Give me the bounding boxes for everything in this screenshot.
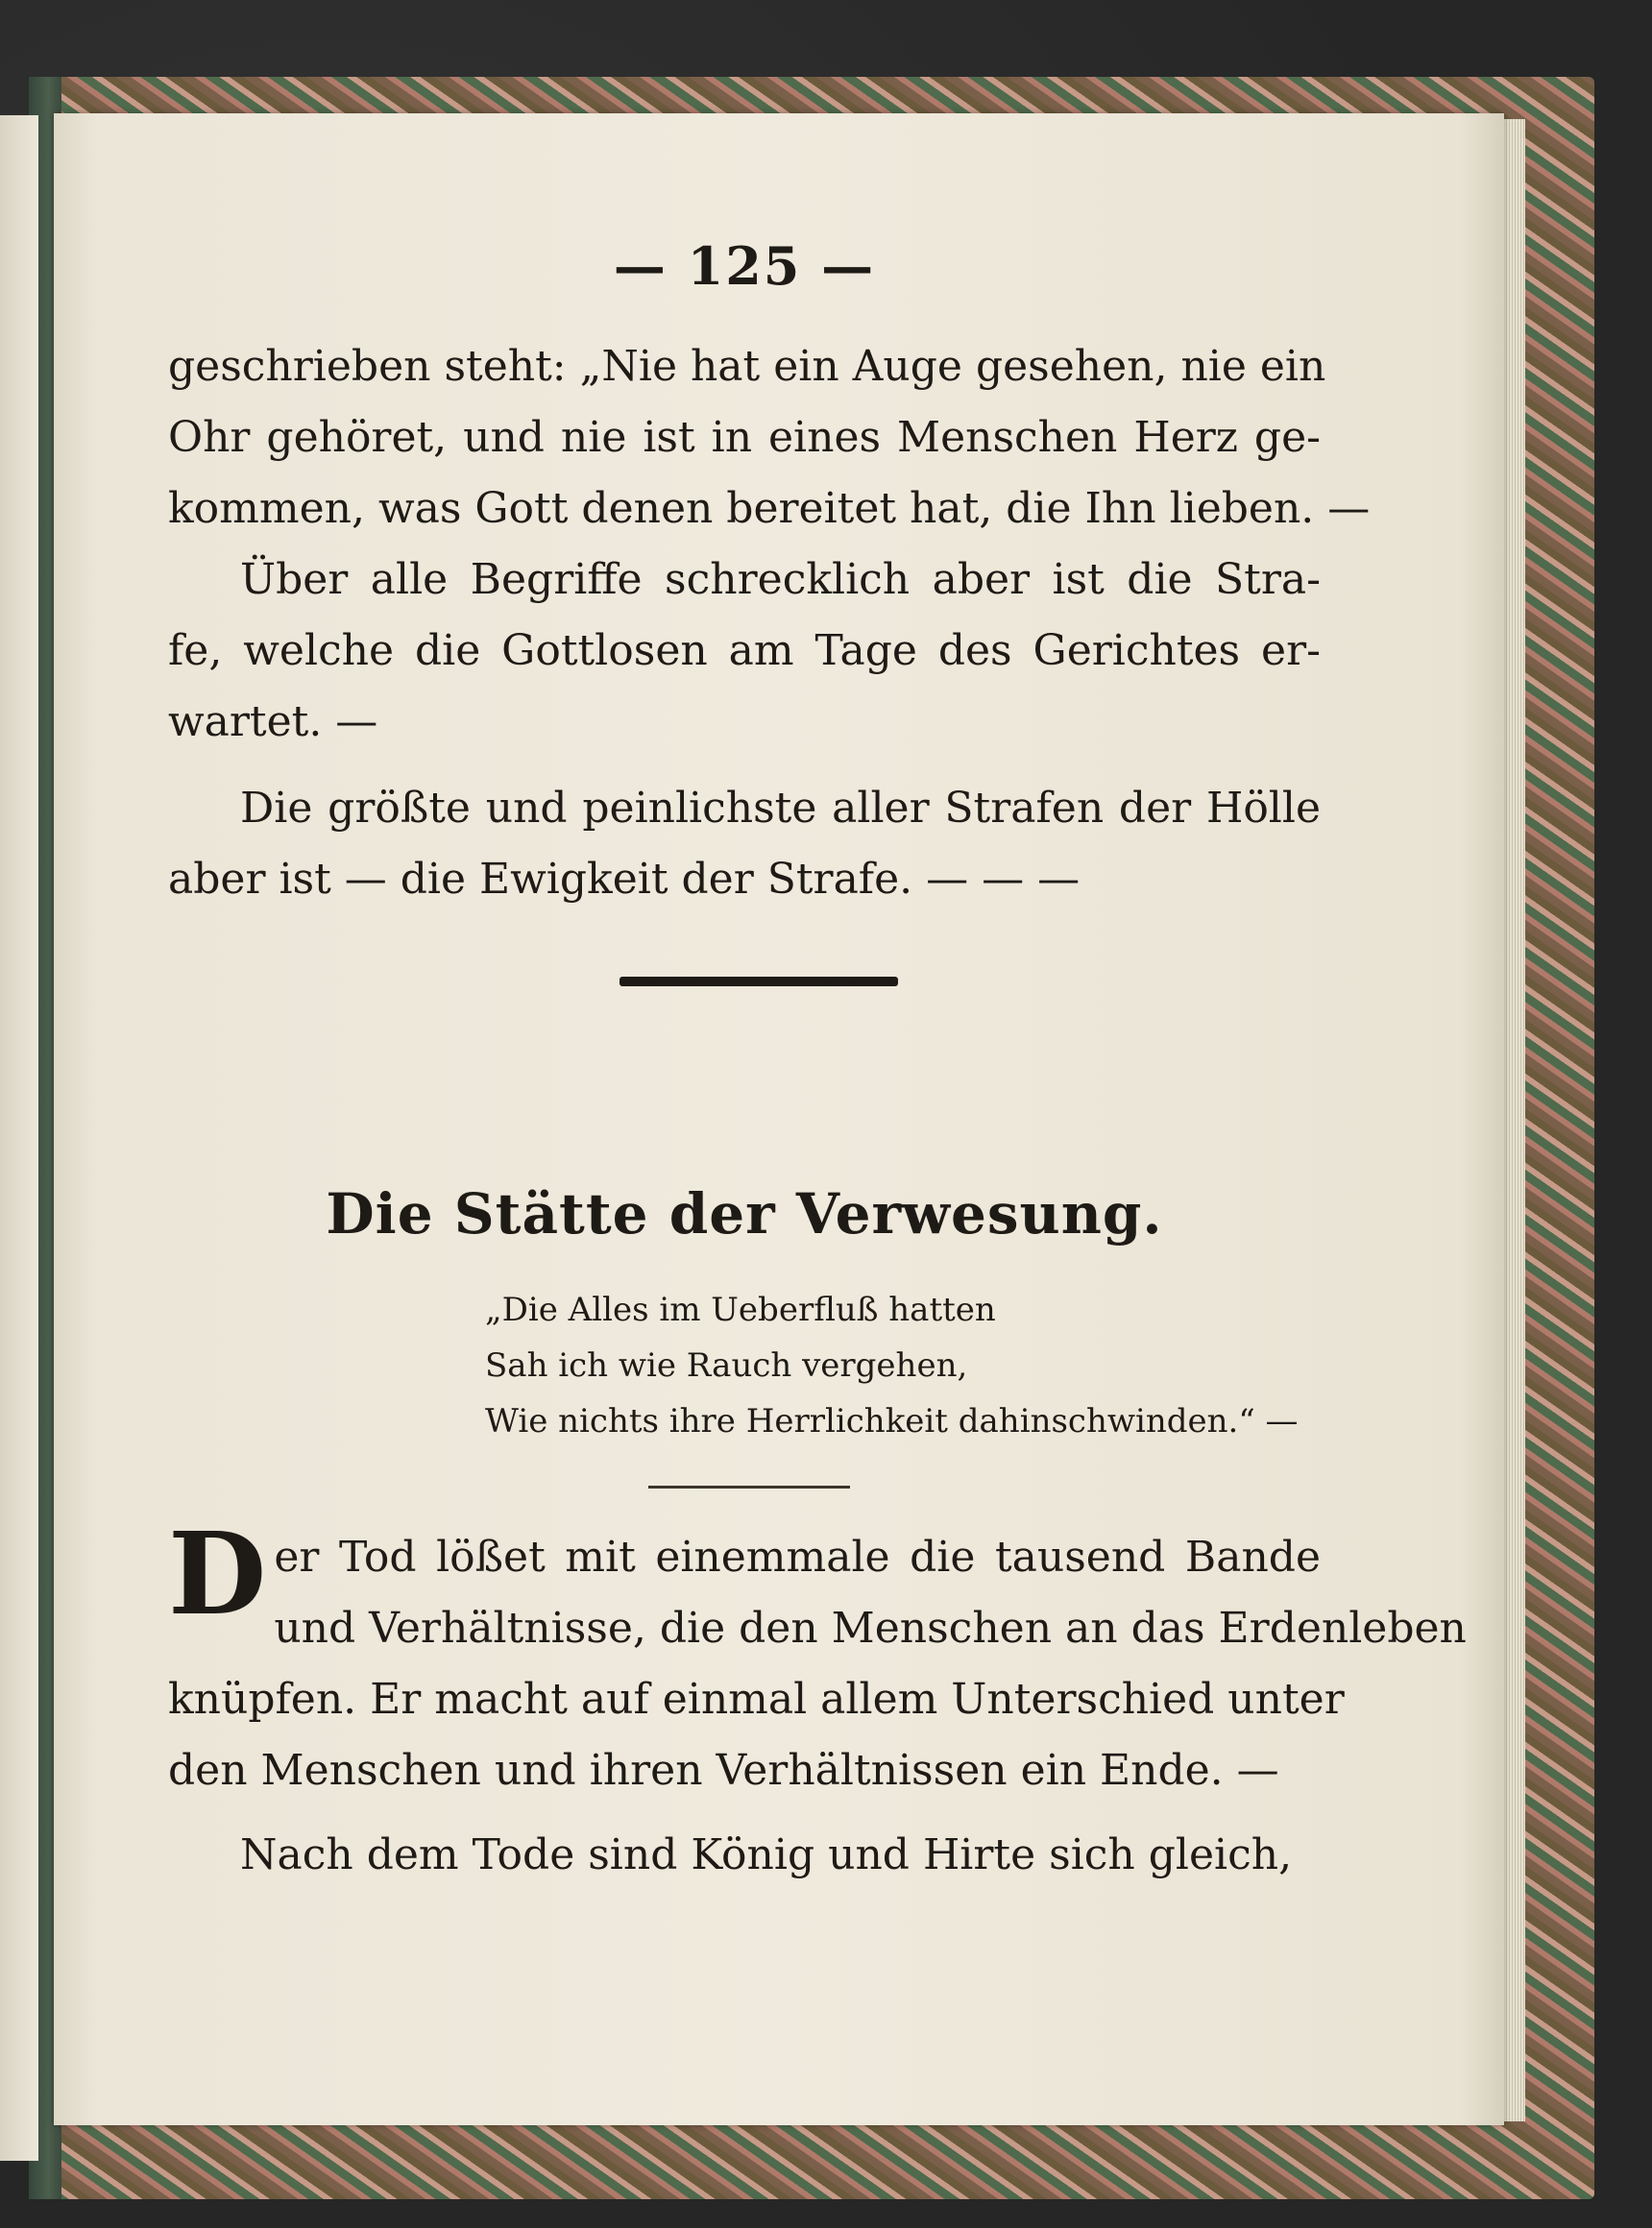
text-line: wartet. — [168,697,378,746]
text-line: Über alle Begriffe schrecklich aber ist die Stra- [240,555,1321,604]
section-heading: Die Stätte der Verwesung. [326,1181,1163,1247]
verse-line: Wie nichts ihre Herrlichkeit dahinschwinden.“ — [485,1402,1299,1441]
text-line: kommen, was Gott denen bereitet hat, die Ihn lieben. — [168,484,1371,533]
text-line: knüpfen. Er macht auf einmal allem Unterschied unter [168,1675,1345,1724]
text-line: fe, welche die Gottlosen am Tage des Gerichtes er- [168,626,1321,675]
paragraph-third [168,773,1321,915]
section-divider-thick [620,977,898,986]
epigraph-verse [485,1282,1299,1449]
paragraph-body [168,1507,1467,1806]
paragraph-top [168,331,1371,545]
paragraph-second [168,545,1321,758]
text-line: Die größte und peinlichste aller Strafen der Hölle [240,784,1321,833]
text-line: aber ist — die Ewigkeit der Strafe. — — — [168,855,1081,904]
left-page-edge [0,115,38,2161]
paragraph-last [168,1820,1321,1891]
text-line: den Menschen und ihren Verhältnissen ein Ende. — [168,1746,1279,1795]
text-line: er Tod lößet mit einemmale die tausend Bande [274,1533,1321,1582]
text-line: und Verhältnisse, die den Menschen an das Erdenleben [274,1604,1467,1653]
verse-line: Sah ich wie Rauch vergehen, [485,1346,968,1385]
text-line: Nach dem Tode sind König und Hirte sich gleich, [240,1830,1293,1879]
text-line: geschrieben steht: „Nie hat ein Auge gesehen, nie ein [168,342,1326,391]
drop-cap: D [168,1507,267,1640]
section-divider-thin [648,1486,850,1489]
verse-line: „Die Alles im Ueberfluß hatten [485,1291,996,1329]
page-edge-stack [1504,119,1525,2121]
text-line: Ohr gehöret, und nie ist in eines Menschen Herz ge- [168,413,1321,462]
page-number: — 125 — [613,235,876,297]
